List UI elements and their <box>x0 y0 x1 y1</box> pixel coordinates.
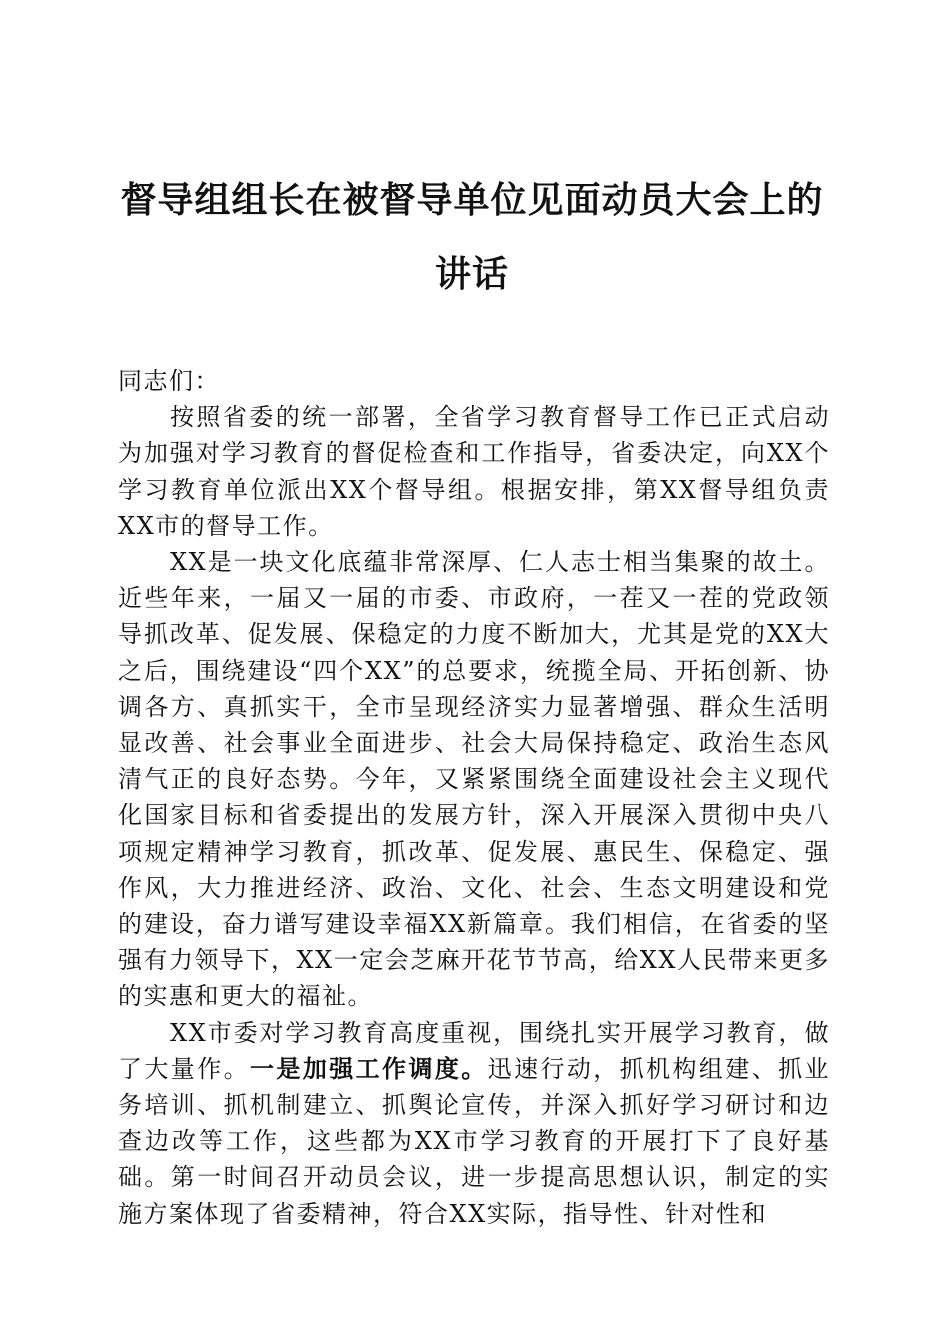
paragraph-1: 按照省委的统一部署，全省学习教育督导工作已正式启动为加强对学习教育的督促检查和工作指导，省委决定，向XX个学习教育单位派出XX个督导组。根据安排，第XX督导组负责XX市的督导工作。 <box>118 403 830 540</box>
paragraph-3-text-after: 迅速行动，抓机构组建、抓业务培训、抓机制建立、抓舆论宣传，并深入抓好学习研讨和边查边改等工作，这些都为XX市学习教育的开展打下了良好基础。第一时间召开动员会议，进一步提高思想认识，制定的实施方案体现了省委精神，符合XX实际，指导性、针对性和 <box>118 1054 831 1228</box>
document-body <box>118 363 830 1232</box>
salutation: 同志们： <box>118 367 220 395</box>
paragraph-3 <box>118 1015 830 1232</box>
paragraph-3-text-before: XX市委对学习教育高度重视，围绕扎实开展学习教育，做了大量作。 <box>118 1018 830 1083</box>
paragraph-3-bold-heading: 一是加强工作调度。 <box>250 1053 488 1083</box>
document-title: 督导组组长在被督导单位见面动员大会上的讲话 <box>120 179 824 295</box>
paragraph-2: XX是一块文化底蕴非常深厚、仁人志士相当集聚的故土。近些年来，一届又一届的市委、市政府，一茬又一茬的党政领导抓改革、促发展、保稳定的力度不断加大，尤其是党的XX大之后，围绕建设“四个XX”的总要求，统揽全局、开拓创新、协调各方、真抓实干，全市呈现经济实力显著增强、群众生活明显改善、社会事业全面进步、社会大局保持稳定、政治生态风清气正的良好态势。今年，又紧紧围绕全面建设社会主义现代化国家目标和省委提出的发展方针，深入开展深入贯彻中央八项规定精神学习教育，抓改革、促发展、惠民生、保稳定、强作风，大力推进经济、政治、文化、社会、生态文明建设和党的建设，奋力谱写建设幸福XX新篇章。我们相信，在省委的坚强有力领导下，XX一定会芝麻开花节节高，给XX人民带来更多的实惠和更大的福祉。 <box>118 548 830 1011</box>
